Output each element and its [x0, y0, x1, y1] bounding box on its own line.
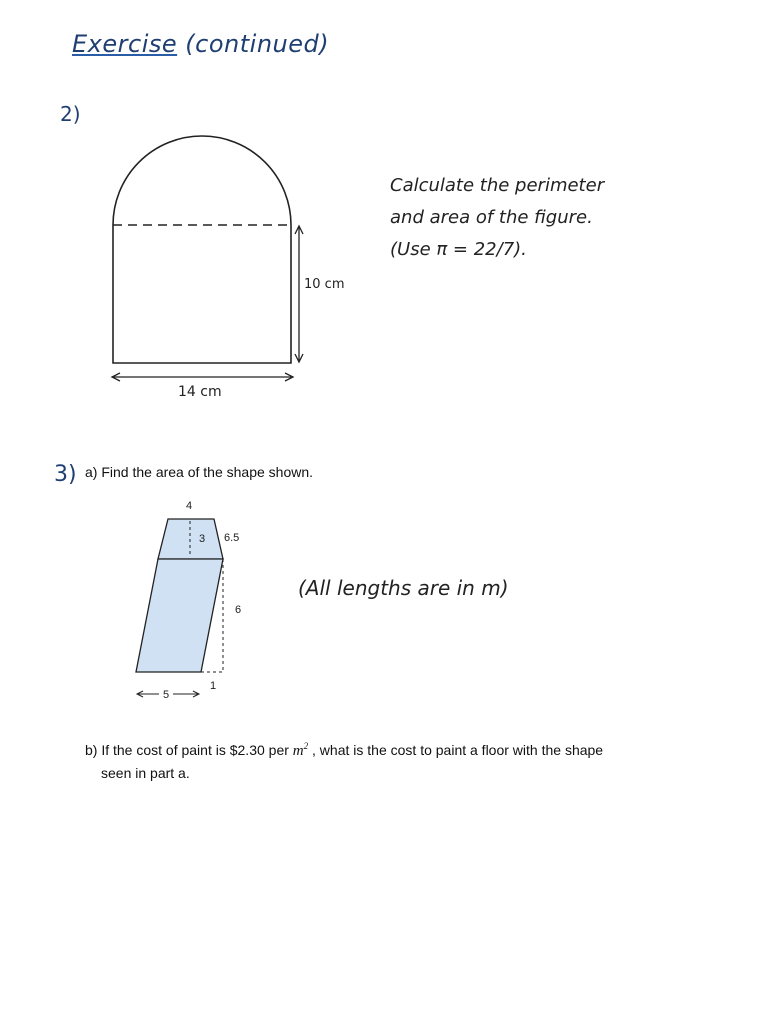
q3-label-base: 5 — [162, 689, 170, 701]
q3-label-top: 4 — [185, 500, 193, 512]
question-2-number: 2) — [60, 102, 81, 126]
q3-parallelogram — [136, 559, 223, 672]
q2-instruction-line-2: and area of the figure. — [390, 207, 593, 228]
q3-label-offset: 1 — [210, 680, 217, 692]
q3-part-b-line-1 — [85, 735, 603, 762]
title-main: Exercise — [72, 30, 178, 58]
q3-part-b-line-2: seen in part a. — [101, 765, 190, 781]
question-3-number: 3) — [54, 462, 77, 487]
q3-figure — [125, 495, 265, 705]
q3-part-b-rest: , what is the cost to paint a floor with the shape — [312, 742, 604, 758]
q2-instruction-line-3: (Use π = 22/7). — [390, 239, 527, 260]
q2-instruction-line-1: Calculate the perimeter — [390, 175, 605, 196]
title-suffix: (continued) — [185, 30, 330, 58]
q3-label-slant: 6.5 — [224, 532, 240, 544]
q3-part-b — [85, 735, 603, 784]
q3-label-side-height: 6 — [235, 604, 242, 616]
q2-instructions — [390, 170, 604, 266]
q2-figure — [100, 115, 360, 415]
q3-part-b-exponent: 2 — [303, 741, 309, 751]
q3-note: (All lengths are in m) — [298, 576, 509, 600]
q3-part-b-unit: $m^2$ — [292, 741, 309, 759]
q2-semicircle — [113, 136, 291, 225]
q2-rectangle — [113, 225, 291, 363]
q3-part-a: a) Find the area of the shape shown. — [85, 464, 314, 480]
q2-height-label: 10 cm — [304, 277, 345, 292]
q3-label-inner-height: 3 — [199, 533, 206, 545]
q2-width-label: 14 cm — [178, 384, 222, 400]
page-title — [72, 30, 329, 58]
q3-part-b-text: b) If the cost of paint is $2.30 per — [85, 742, 289, 758]
